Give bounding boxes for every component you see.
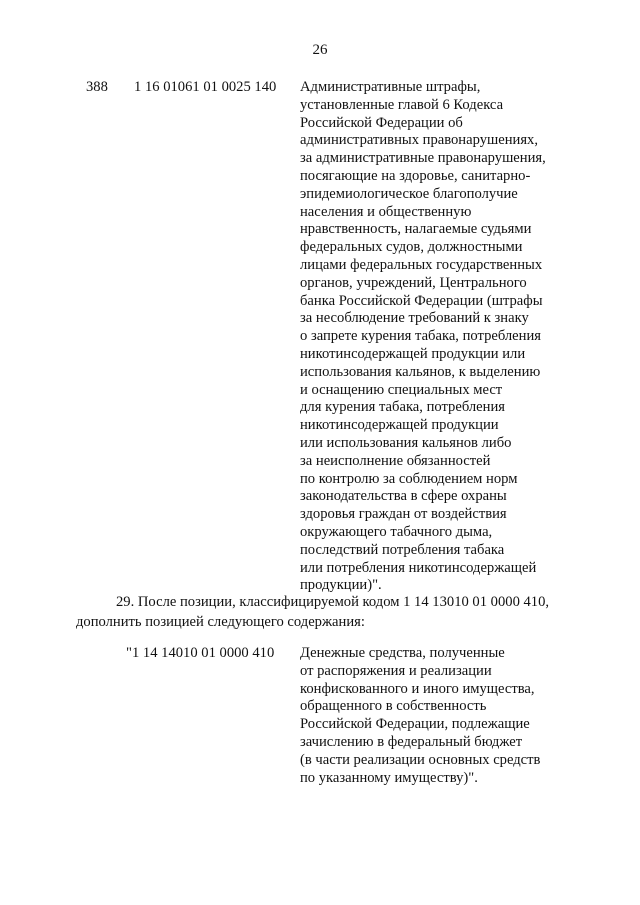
entry-description-line: последствий потребления табака [300, 541, 505, 558]
entry-description-line: посягающие на здоровье, санитарно- [300, 167, 531, 184]
new-entry-description-line: Российской Федерации, подлежащие [300, 716, 530, 733]
entry-description-line: эпидемиологическое благополучие [300, 185, 518, 202]
entry-description-line: по контролю за соблюдением норм [300, 470, 518, 487]
new-entry-description-line: (в части реализации основных средств [300, 751, 541, 768]
entry-description-line: административных правонарушениях, [300, 132, 538, 149]
new-entry-description [300, 645, 540, 787]
amendment-paragraph-line-2: дополнить позицией следующего содержания: [76, 614, 365, 630]
entry-description-line: или использования кальянов либо [300, 434, 512, 451]
new-entry-description-line: по указанному имуществу)". [300, 769, 478, 786]
entry-description-line: и оснащению специальных мест [300, 381, 503, 398]
entry-description-line: законодательства в сфере охраны [300, 488, 507, 505]
entry-description-line: использования кальянов, к выделению [300, 363, 541, 380]
entry-description [300, 79, 546, 595]
entry-description-line: лицами федеральных государственных [300, 256, 543, 273]
entry-description-line: Российской Федерации об [300, 114, 463, 131]
new-entry-description-line: конфискованного и иного имущества, [300, 680, 535, 697]
entry-description-line: федеральных судов, должностными [300, 239, 523, 256]
entry-description-line: продукции)". [300, 577, 382, 594]
page-number: 26 [312, 42, 328, 58]
entry-classification-code: 1 16 01061 01 0025 140 [134, 79, 277, 95]
new-entry-description-line: Денежные средства, полученные [300, 645, 505, 661]
new-entry-description-line: от распоряжения и реализации [300, 662, 492, 679]
entry-description-line: установленные главой 6 Кодекса [300, 96, 504, 113]
entry-description-line: населения и общественную [300, 203, 472, 220]
entry-description-line: для курения табака, потребления [300, 399, 505, 416]
entry-description-line: органов, учреждений, Центрального [300, 274, 527, 291]
entry-description-line: за административные правонарушения, [300, 150, 546, 167]
new-entry-description-line: зачислению в федеральный бюджет [300, 733, 523, 750]
entry-description-line: Административные штрафы, [300, 79, 481, 95]
entry-description-line: или потребления никотинсодержащей [300, 559, 537, 576]
amendment-paragraph-line-1: 29. После позиции, классифицируемой кодом 1 14 13010 01 0000 410, [116, 594, 550, 610]
entry-description-line: за неисполнение обязанностей [300, 452, 491, 469]
new-entry-classification-code: "1 14 14010 01 0000 410 [126, 645, 275, 661]
entry-description-line: здоровья граждан от воздействия [300, 506, 507, 523]
entry-row-number: 388 [86, 79, 108, 95]
new-entry-description-line: обращенного в собственность [300, 698, 487, 715]
entry-description-line: за несоблюдение требований к знаку [300, 310, 529, 327]
entry-description-line: нравственность, налагаемые судьями [300, 221, 532, 238]
entry-description-line: о запрете курения табака, потребления [300, 328, 541, 345]
entry-description-line: банка Российской Федерации (штрафы [300, 292, 543, 309]
entry-description-line: окружающего табачного дыма, [300, 523, 493, 540]
entry-description-line: никотинсодержащей продукции [300, 417, 499, 434]
entry-description-line: никотинсодержащей продукции или [300, 345, 526, 362]
